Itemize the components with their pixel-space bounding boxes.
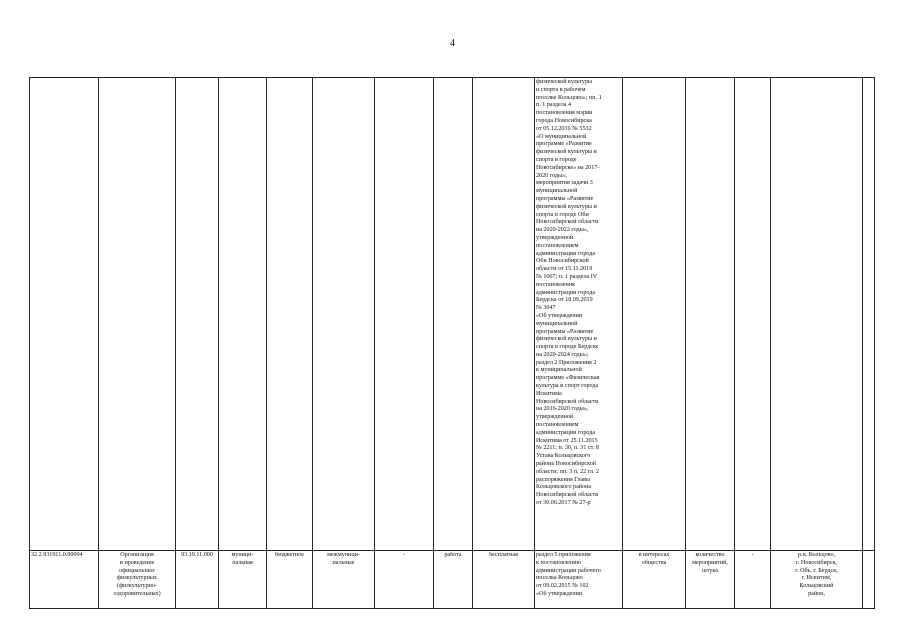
column-border bbox=[29, 78, 30, 608]
column-border bbox=[175, 78, 176, 608]
column-border bbox=[433, 78, 434, 608]
payment-cell: бюджетное bbox=[274, 552, 305, 558]
consumers-cell: в интересах общества bbox=[638, 552, 670, 566]
fee-cell: бесплатная bbox=[489, 552, 518, 558]
column-border bbox=[266, 78, 267, 608]
level-cell: межмуници- пальные bbox=[327, 552, 360, 566]
dash-cell-2: - bbox=[751, 552, 754, 558]
page-number: 4 bbox=[450, 38, 455, 49]
column-border bbox=[734, 78, 735, 608]
column-border bbox=[874, 78, 875, 608]
status-cell: муници- пальная bbox=[231, 552, 254, 566]
okved-code-cell: 93.19.11.000 bbox=[181, 552, 213, 558]
legal-basis-continued: физической культуры и спорта в рабочем поселке Кольцово»; пп. 1 п. 1 раздела 4 постановления мэрии города Новосибирска от 05.12.2016 № 5532 «О муниципальной программе «Развитие физической культуры и спорта в городе Новосибирске» на 2017- 2020 годы»; мероприятия задачи 3 муниципальной программы «Развитие физической культуры и спорта в городе Оби Новосибирской области на 2020-2022 годы», утвержденной постановлением администрации города Оби Новосибирской области от 15.11.2019 № 1067; п. 1 раздела IV постановления администрации города Бердска от 18.09.2019 № 3047 «Об утверждении муниципальной программы «Развитие физической культуры и спорта в городе Бердске на 2020-2024 годы»; раздел 2 Приложения 2 к муниципальной программе «Физическая культура и спорт города Искитима Новосибирской области на 2016-2020 годы», утвержденной постановлением администрации города Искитима от 25.11.2015 № 2211; п. 30, п. 31 ст. 8 Устава Кольцовского района Новосибирской области; пп. 3 п. 22 гл. 2 распоряжения Главы Кольцовского района Новосибирской области от 30.06.2017 № 27-р bbox=[536, 79, 602, 507]
row-divider bbox=[29, 550, 875, 551]
column-border bbox=[312, 78, 313, 608]
column-border bbox=[685, 78, 686, 608]
type-cell: работа bbox=[444, 552, 462, 558]
basis-cell: раздел 5 приложения к постановлению администрации рабочего поселка Кольцово от 09.02.2015 № 102 «Об утверждении bbox=[536, 552, 601, 597]
column-border bbox=[98, 78, 99, 608]
column-border bbox=[534, 78, 535, 608]
column-border bbox=[862, 78, 863, 608]
registry-table bbox=[29, 77, 875, 609]
column-border bbox=[472, 78, 473, 608]
dash-cell-1: - bbox=[402, 552, 406, 558]
column-border bbox=[770, 78, 771, 608]
service-name-cell: Организация и проведение официальных физкультурных (физкультурно- оздоровительных) bbox=[113, 552, 161, 597]
indicator-cell: количество мероприятий, штука bbox=[692, 552, 728, 574]
column-border bbox=[218, 78, 219, 608]
column-border bbox=[374, 78, 375, 608]
place-cell: р.п. Кольцово, г. Новосибирск, г. Обь, г. Бердск, г. Искитим, Кольцовский район, bbox=[795, 552, 838, 597]
registry-code-cell: 32.2.931911.0.00004 bbox=[31, 552, 83, 558]
